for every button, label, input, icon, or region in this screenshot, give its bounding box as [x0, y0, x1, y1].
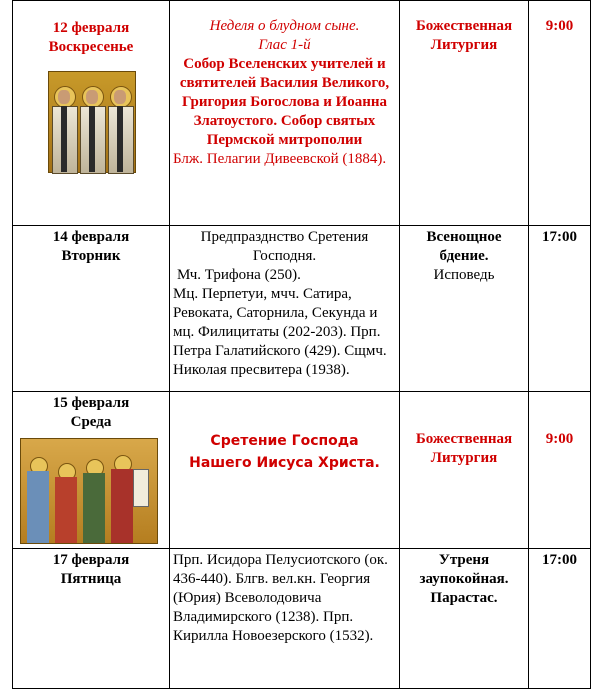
service-label: Божественная Литургия — [415, 431, 513, 466]
service-cell — [400, 1, 529, 226]
description-cell — [170, 1, 400, 226]
service-cell — [400, 226, 529, 392]
time-label: 17:00 — [542, 552, 577, 568]
time-label: 17:00 — [542, 229, 577, 245]
time-cell — [529, 549, 591, 689]
time-label: 9:00 — [545, 431, 574, 447]
description-cell — [170, 226, 400, 392]
weekday-label: Среда — [70, 414, 112, 430]
description-cell — [170, 549, 400, 689]
time-label: 9:00 — [545, 18, 574, 34]
service-label: Утреня заупокойная. Парастас. — [419, 552, 509, 606]
week-title: Неделя о блудном сыне. — [209, 18, 360, 34]
service-cell — [400, 549, 529, 689]
schedule-row — [13, 1, 591, 226]
date-cell — [13, 549, 170, 689]
feast-title: Сретение Господа Нашего Иисуса Христа. — [189, 433, 380, 471]
schedule-table — [12, 0, 591, 689]
description-cell — [170, 392, 400, 549]
schedule-row — [13, 549, 591, 689]
tone-label: Глас 1-й — [258, 37, 311, 53]
feast-title: Собор Вселенских учителей и святителей Василия Великого, Григория Богослова и Иоанна Златоустого. Собор святых Пермской митрополии — [179, 56, 390, 148]
confession-label: Исповедь — [433, 267, 495, 283]
presentation-of-the-lord-icon — [20, 438, 158, 544]
date-label: 12 февраля — [52, 20, 130, 36]
schedule-row — [13, 226, 591, 392]
martyr-label: Мч. Трифона (250). — [177, 267, 301, 283]
date-label: 14 февраля — [52, 229, 130, 245]
time-cell — [529, 226, 591, 392]
schedule-row — [13, 392, 591, 549]
service-cell — [400, 392, 529, 549]
saint-commemoration: Блж. Пелагии Дивеевской (1884). — [173, 151, 387, 167]
forefeast-title: Предпразднство Сретения Господня. — [200, 229, 369, 264]
date-cell — [13, 392, 170, 549]
three-hierarchs-icon — [48, 71, 136, 173]
date-cell — [13, 226, 170, 392]
weekday-label: Вторник — [61, 248, 121, 264]
date-label: 17 февраля — [52, 552, 130, 568]
date-cell — [13, 1, 170, 226]
date-label: 15 февраля — [52, 395, 130, 411]
time-cell — [529, 1, 591, 226]
time-cell — [529, 392, 591, 549]
weekday-label: Пятница — [60, 571, 122, 587]
saints-commemoration: Мц. Перпетуи, мчч. Сатира, Ревоката, Саторнила, Секунда и мц. Филицитаты (202-203). Прп. Петра Галатийского (429). Сщмч. Николая пресвитера (1938). — [173, 286, 387, 378]
service-label: Всенощное бдение. — [426, 229, 502, 264]
weekday-label: Воскресенье — [48, 39, 134, 55]
service-label: Божественная Литургия — [415, 18, 513, 53]
saints-commemoration: Прп. Исидора Пелусиотского (ок. 436-440). Блгв. вел.кн. Георгия (Юрия) Всеволодовича Владимирского (1238). Прп. Кирилла Новоезерского (1532). — [173, 552, 388, 644]
